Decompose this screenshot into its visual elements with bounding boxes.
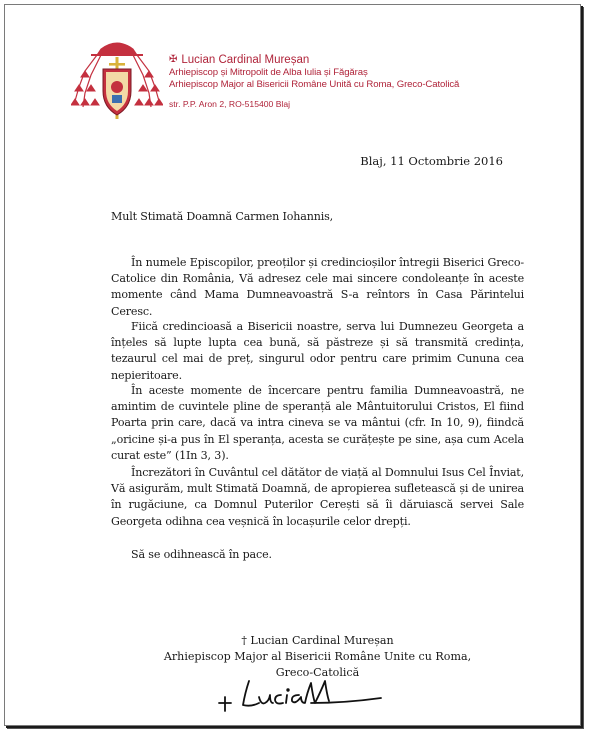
letterhead-name: Lucian Cardinal Mureșan [181, 54, 310, 66]
letterhead-address: str. P.P. Aron 2, RO-515400 Blaj [169, 99, 291, 109]
letter-paragraph-4 [111, 465, 524, 530]
letter-greeting: Mult Stimată Doamnă Carmen Iohannis, [111, 210, 334, 223]
signatory-title-line-1: Arhiepiscop Major al Bisericii Române Unite cu Roma, [163, 650, 472, 664]
paragraph-text: În numele Episcopilor, preoților și credincioșilor întregii Biserici Greco-Catolice din România, Vă adresez cele mai sincere condoleanțe în aceste momente când Mama Dumneavoastră S-a reîntors în Casa Părintelui Ceresc. [111, 256, 524, 318]
paragraph-text: Fiică credincioasă a Bisericii noastre, serva lui Dumnezeu Georgeta a înțeles să lupte lupta cea bună, să păstreze și să transmită credința, tezaurul cel mai de preț, singurul odor pentru care primim Cununa cea nepieritoare. [111, 320, 524, 382]
paragraph-text: Să se odihnească în pace. [131, 548, 272, 561]
letter-date: Blaj, 11 Octombrie 2016 [360, 154, 503, 168]
letter-paragraph-3 [111, 383, 524, 464]
letterhead [169, 53, 459, 110]
letterhead-name-row [169, 53, 459, 67]
paragraph-text: În aceste momente de încercare pentru familia Dumneavoastră, ne amintim de cuvintele pline de speranță ale Mântuitorului Cristos, El fiind Poarta prin care, dacă va intra cineva se va mântui (cfr. In 10, 9), fiindcă „oricine și-a pus în El speranța, acesta se curățește pe sine, așa cum Acela curat este” (1In 3, 3). [111, 384, 524, 462]
letter-paragraph-2 [111, 319, 524, 384]
cardinal-coat-of-arms-icon [71, 35, 163, 127]
letterhead-title-line-1: Arhiepiscop și Mitropolit de Alba Iulia și Făgăraș [169, 67, 368, 78]
document-page [4, 4, 581, 726]
signatory-title-line-2: Greco-Catolică [275, 666, 360, 680]
signatory-name: † Lucian Cardinal Mureșan [241, 634, 394, 647]
letter-paragraph-1 [111, 255, 524, 320]
paragraph-text: Încrezători în Cuvântul cel dătător de viață al Domnului Isus Cel Înviat, Vă asigurăm, mult Stimată Doamnă, de apropierea sufletească și de unirea în rugăciune, ca Domnul Puterilor Cerești să îi dăruiască servei Sale Georgeta odihna cea veșnică în locașurile celor drepți. [111, 466, 524, 528]
handwritten-signature [215, 673, 385, 719]
cross-icon: ✠ [169, 54, 178, 65]
letter-closing-line [111, 547, 524, 563]
letterhead-title-line-2: Arhiepiscop Major al Bisericii Române Unită cu Roma, Greco-Catolică [169, 79, 460, 90]
